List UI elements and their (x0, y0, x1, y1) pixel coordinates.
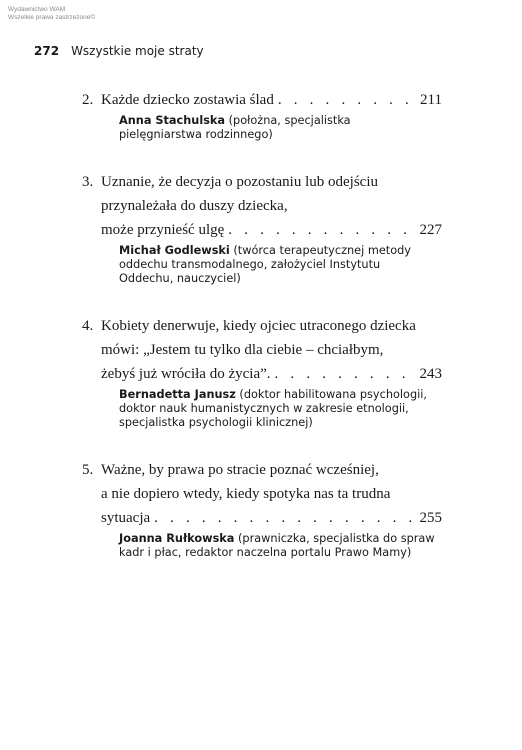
toc-entry (82, 88, 442, 142)
toc-entry-number: 3. (82, 174, 94, 190)
toc-entry-line (82, 88, 442, 112)
toc-entry (82, 170, 442, 286)
toc-entry-title-text: żebyś już wróciła do życia”. (101, 366, 271, 382)
toc-entry-title-text: Uznanie, że decyzja o pozostaniu lub odejściu (101, 174, 378, 190)
toc-entry-line (82, 338, 442, 362)
toc-entry-page: 227 (419, 222, 442, 238)
toc-entry-author (82, 388, 442, 430)
dot-leader (275, 362, 416, 386)
toc-entry-line (82, 458, 442, 482)
author-description: Oddechu, nauczyciel) (119, 272, 241, 285)
author-description: (twórca terapeutycznej metody (229, 244, 411, 257)
author-description: oddechu transmodalnego, założyciel Instytutu (119, 258, 381, 271)
toc-entry-title-text: mówi: „Jestem tu tylko dla ciebie – chciałbym, (101, 342, 384, 358)
toc-entry-line (82, 506, 442, 530)
author-name: Anna Stachulska (119, 114, 226, 127)
author-name: Bernadetta Janusz (119, 388, 236, 401)
author-description: (prawniczka, specjalistka do spraw (234, 532, 435, 545)
author-name: Michał Godlewski (119, 244, 230, 257)
toc-entry-line (82, 170, 442, 194)
dot-leader (278, 88, 416, 112)
author-description: doktor nauk humanistycznych w zakresie etnologii, (119, 402, 409, 415)
dot-leader (228, 218, 415, 242)
watermark-publisher: Wydawnictwo WAM (8, 6, 66, 13)
page-number: 272 (34, 44, 60, 58)
author-description: pielęgniarstwa rodzinnego) (119, 128, 273, 141)
watermark (8, 6, 95, 22)
toc-entry-author (82, 244, 442, 286)
toc-entry-line (82, 362, 442, 386)
author-description: specjalistka psychologii klinicznej) (119, 416, 313, 429)
dot-leader (154, 506, 415, 530)
toc-entry-author (82, 532, 442, 560)
author-description: kadr i płac, redaktor naczelna portalu Prawo Mamy) (119, 546, 412, 559)
toc-entry-author (82, 114, 442, 142)
toc-entry-line (82, 194, 442, 218)
author-name: Joanna Rułkowska (119, 532, 235, 545)
toc-entry-title-text: może przynieść ulgę (101, 222, 225, 238)
toc-entry (82, 458, 442, 560)
toc-entry-title-text: Każde dziecko zostawia ślad (101, 92, 274, 108)
toc-entry-title-text: a nie dopiero wtedy, kiedy spotyka nas ta trudna (101, 486, 391, 502)
toc-entry-number: 2. (82, 92, 94, 108)
author-description: (doktor habilitowana psychologii, (235, 388, 427, 401)
running-head (34, 44, 204, 58)
toc-entry-title-text: przynależała do duszy dziecka, (101, 198, 288, 214)
toc-entry-line (82, 482, 442, 506)
toc-entry-page: 255 (419, 510, 442, 526)
toc-entry-line (82, 218, 442, 242)
toc-entry-number: 5. (82, 462, 94, 478)
toc-entry-title-text: Kobiety denerwuje, kiedy ojciec utraconego dziecka (101, 318, 416, 334)
toc-entry-title-text: Ważne, by prawa po stracie poznać wcześniej, (101, 462, 379, 478)
author-description: (położna, specjalistka (225, 114, 351, 127)
toc-entry-title-text: sytuacja (101, 510, 151, 526)
toc-entry-number: 4. (82, 318, 94, 334)
toc-entry-page: 243 (419, 366, 442, 382)
toc-entry (82, 314, 442, 430)
book-title: Wszystkie moje straty (71, 44, 204, 58)
table-of-contents (82, 88, 442, 588)
toc-entry-page: 211 (420, 92, 442, 108)
toc-entry-line (82, 314, 442, 338)
watermark-copyright: Wszelkie prawa zastrzeżone© (8, 14, 96, 21)
